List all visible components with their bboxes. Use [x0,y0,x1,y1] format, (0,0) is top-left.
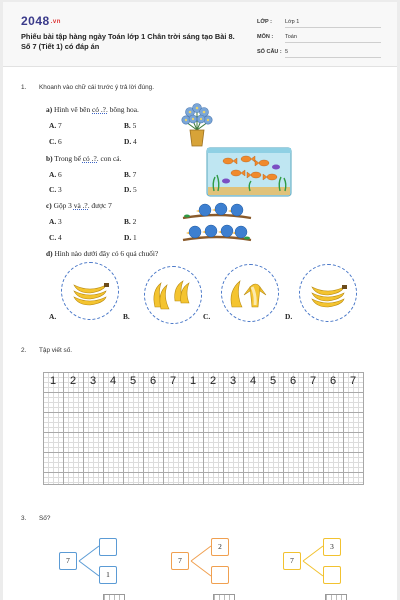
option-a-B[interactable]: B. 5 [124,121,137,130]
question-c: c) Gộp 3 và .?. được 7 [46,201,112,210]
practice-digit: 3 [229,375,237,387]
question-count-value: 5 [285,49,381,58]
practice-digit: 4 [109,375,117,387]
fruit-option-A-label[interactable]: A. [49,312,57,321]
banana-option-D-circle[interactable] [299,264,357,322]
question-b: b) Trong bể có .?. con cá. [46,154,122,163]
practice-digit: 1 [49,375,57,387]
practice-digit: 2 [69,375,77,387]
fruit-option-C-label[interactable]: C. [203,312,211,321]
number-bond-1-bottom[interactable]: 1 [99,566,117,584]
flower-vase-image [178,100,216,148]
option-b-C[interactable]: C. 3 [49,185,62,194]
number-bond-2-bottom[interactable] [211,566,229,584]
subject-value: Toán [285,34,381,43]
worksheet-title: Phiếu bài tập hàng ngày Toán lớp 1 Chân trời sáng tạo Bài 8. Số 7 (Tiết 1) có đáp án [21,32,235,51]
banana-bunch-icon [145,267,201,323]
class-label: LỚP : [257,19,272,25]
option-c-D[interactable]: D. 1 [124,233,137,242]
partial-grid-cell [325,594,347,600]
practice-digit: 7 [349,375,357,387]
birds-on-branches-image [181,198,253,246]
practice-digit: 6 [289,375,297,387]
practice-digit: 5 [129,375,137,387]
option-b-D[interactable]: D. 5 [124,185,137,194]
number-bond-2-root: 7 [171,552,189,570]
number-bond-3-top: 3 [323,538,341,556]
worksheet-header [3,2,397,67]
practice-digit: 3 [89,375,97,387]
question-count-label: SỐ CÂU : [257,49,282,55]
banana-bunch-icon [62,263,118,319]
option-b-B[interactable]: B. 7 [124,170,137,179]
option-a-A[interactable]: A. 7 [49,121,62,130]
practice-digit: 2 [209,375,217,387]
banana-option-A-circle[interactable] [61,262,119,320]
fruit-option-D-label[interactable]: D. [285,312,293,321]
number-bond-2-top: 2 [211,538,229,556]
practice-digit: 7 [169,375,177,387]
subject-label: MÔN : [257,34,274,40]
section-3-title: Số? [39,515,51,522]
banana-peeled-icon [222,265,278,321]
option-a-C[interactable]: C. 6 [49,137,62,146]
banana-bunch-icon [300,265,356,321]
fruit-option-B-label[interactable]: B. [123,312,130,321]
section-3-number: 3. [21,515,27,522]
practice-digit: 5 [269,375,277,387]
option-c-C[interactable]: C. 4 [49,233,62,242]
site-logo[interactable]: 2048.vn [21,14,61,28]
section-2-number: 2. [21,347,27,354]
number-bond-1-top[interactable] [99,538,117,556]
section-1-title: Khoanh vào chữ cái trước ý trả lời đúng. [39,84,154,91]
banana-option-C-circle[interactable] [221,264,279,322]
number-bond-3-root: 7 [283,552,301,570]
option-a-D[interactable]: D. 4 [124,137,137,146]
option-c-B[interactable]: B. 2 [124,217,137,226]
practice-digit: 1 [189,375,197,387]
worksheet-page [3,2,397,600]
number-bond-3-bottom[interactable] [323,566,341,584]
aquarium-image [206,147,292,197]
practice-digit: 4 [249,375,257,387]
practice-digit: 6 [329,375,337,387]
banana-option-B-circle[interactable] [144,266,202,324]
section-1-number: 1. [21,84,27,91]
question-a: a) Hình vẽ bên có .?. bông hoa. [46,105,139,114]
number-bond-1-root: 7 [59,552,77,570]
practice-digit: 6 [149,375,157,387]
practice-digit: 7 [309,375,317,387]
partial-grid-cell [213,594,235,600]
question-d: d) Hình nào dưới đây có 6 quả chuối? [46,249,159,258]
writing-practice-grid[interactable] [43,372,364,485]
section-2-title: Tập viết số. [39,347,73,354]
class-value: Lớp 1 [285,19,381,28]
option-c-A[interactable]: A. 3 [49,217,62,226]
partial-grid-cell [103,594,125,600]
option-b-A[interactable]: A. 6 [49,170,62,179]
